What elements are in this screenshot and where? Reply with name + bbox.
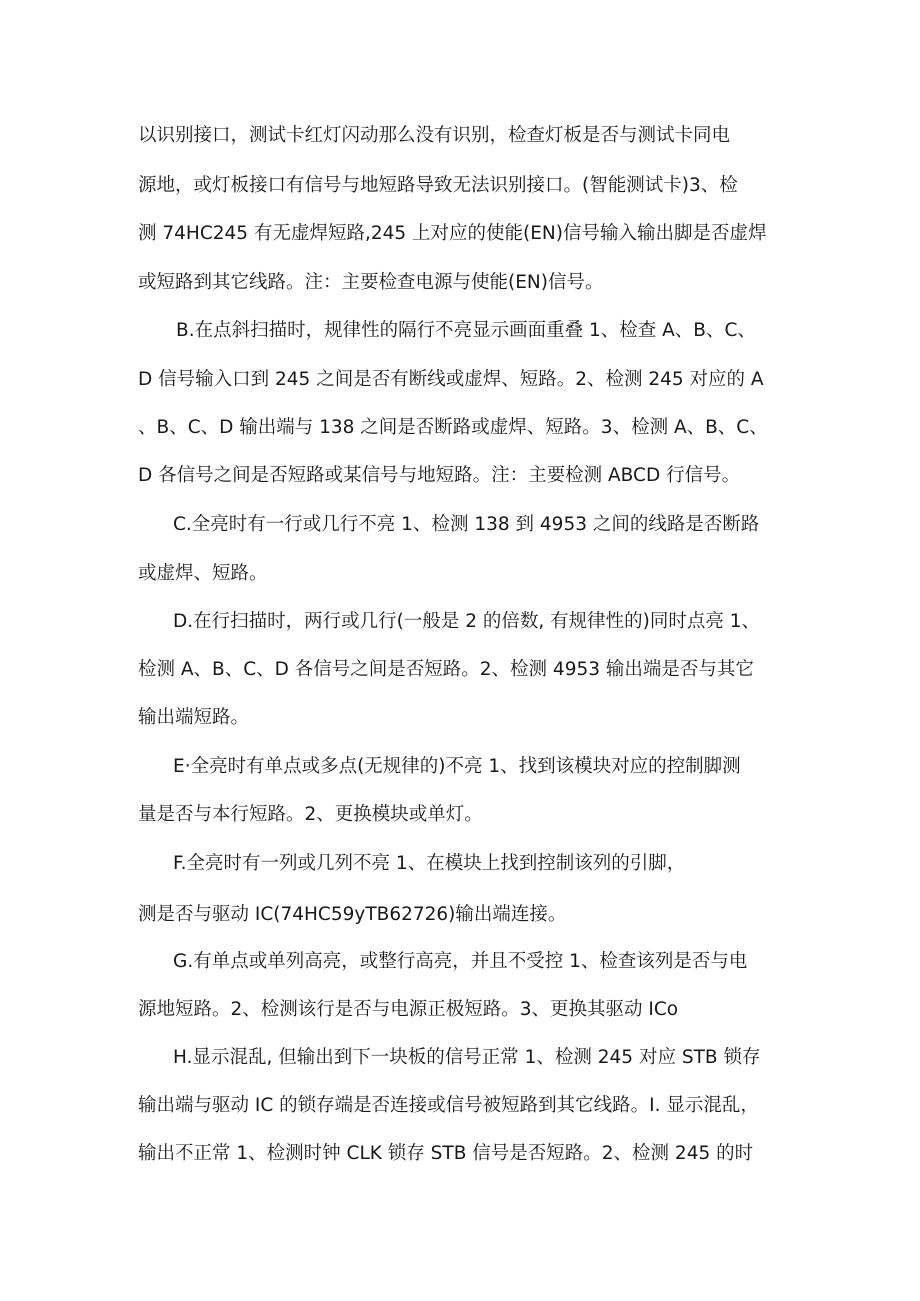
paragraph-g-start: G.有单点或单列高亮，或整行高亮，并且不受控 1、检查该列是否与电 — [173, 951, 748, 972]
text-line: 或虚焊、短路。 — [138, 563, 268, 584]
paragraph-e-start: E·全亮时有单点或多点(无规律的)不亮 1、找到该模块对应的控制脚测 — [173, 756, 741, 777]
text-line: 输出端短路。 — [138, 707, 250, 728]
paragraph-d-start: D.在行扫描时，两行或几行(一般是 2 的倍数, 有规律性的)同时点亮 1、 — [173, 611, 761, 632]
paragraph-b-start: B.在点斜扫描时，规律性的隔行不亮显示画面重叠 1、检查 A、B、C、 — [176, 320, 756, 341]
text-line: 、B、C、D 输出端与 138 之间是否断路或虚焊、短路。3、检测 A、B、C、 — [138, 417, 768, 438]
text-line: D 各信号之间是否短路或某信号与地短路。注：主要检测 ABCD 行信号。 — [138, 465, 741, 486]
text-line: 输出端与驱动 IC 的锁存端是否连接或信号被短路到其它线路。I. 显示混乱， — [138, 1095, 759, 1116]
text-line: D 信号输入口到 245 之间是否有断线或虚焊、短路。2、检测 245 对应的 A — [138, 369, 764, 390]
text-line: 测 74HC245 有无虚焊短路,245 上对应的使能(EN)信号输入输出脚是否虚焊 — [138, 223, 767, 244]
text-line: 源地，或灯板接口有信号与地短路导致无法识别接口。(智能测试卡)3、检 — [138, 175, 738, 196]
text-line: 检测 A、B、C、D 各信号之间是否短路。2、检测 4953 输出端是否与其它 — [138, 659, 754, 680]
paragraph-h-start: H.显示混乱, 但输出到下一块板的信号正常 1、检测 245 对应 STB 锁存 — [173, 1047, 761, 1068]
text-line: 测是否与驱动 IC(74HC59yTB62726)输出端连接。 — [138, 904, 567, 925]
paragraph-c-start: C.全亮时有一行或几行不亮 1、检测 138 到 4953 之间的线路是否断路 — [173, 514, 760, 535]
text-line: 量是否与本行短路。2、更换模块或单灯。 — [138, 804, 483, 825]
paragraph-f-start: F.全亮时有一列或几列不亮 1、在模块上找到控制该列的引脚， — [173, 853, 686, 874]
text-line: 输出不正常 1、检测时钟 CLK 锁存 STB 信号是否短路。2、检测 245 的时 — [138, 1143, 754, 1164]
text-line: 或短路到其它线路。注：主要检查电源与使能(EN)信号。 — [138, 272, 604, 293]
text-line: 以识别接口，测试卡红灯闪动那么没有识别，检查灯板是否与测试卡同电 — [138, 125, 731, 146]
text-line: 源地短路。2、检测该行是否与电源正极短路。3、更换其驱动 ICo — [138, 999, 679, 1020]
